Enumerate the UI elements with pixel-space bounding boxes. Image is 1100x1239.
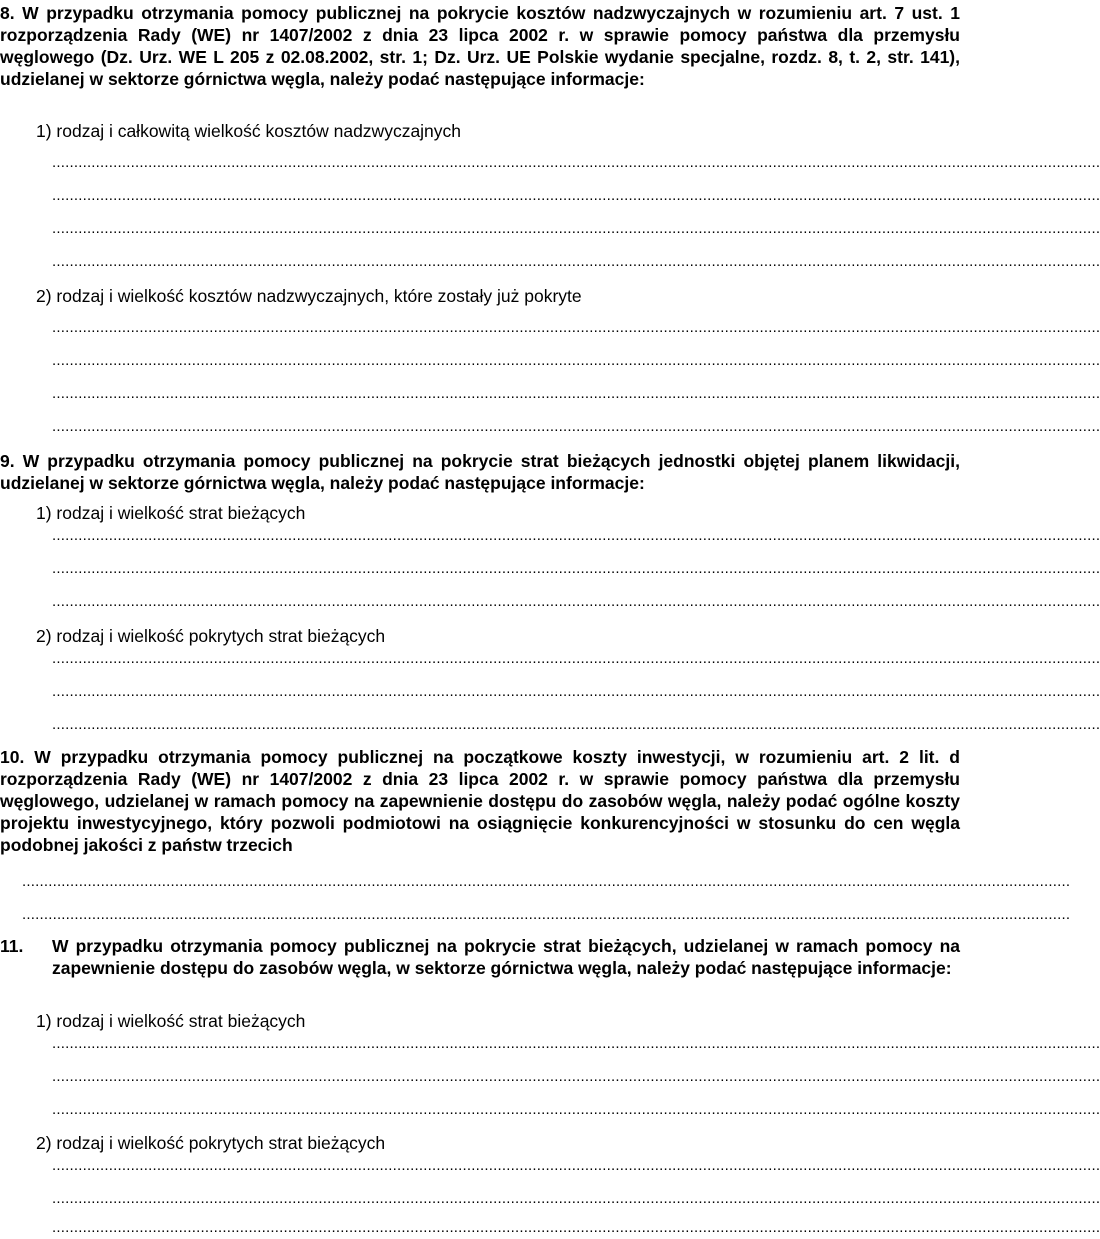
section-10-text: W przypadku otrzymania pomocy publicznej na początkowe koszty inwestycji, w rozumieniu art. 2 lit. d rozporządzenia Rady (WE) nr 1407/2002 z dnia 23 lipca 2002 r. w sprawie pomocy państwa dla przemysłu węglowego, udzielanej w ramach pomocy na zapewnienie dostępu do zasobów węgla, należy podać ogólne koszty projektu inwestycyjnego, który pozwoli podmiotowi na osiągnięcie konkurencyjności w stosunku do cen węgla podobnej jakości z państw trzecich xyxy=(0,747,960,855)
fill-line[interactable]: ................................................................................................................................................................................................................................................ xyxy=(52,1068,1100,1085)
section-8-number: 8. xyxy=(0,3,15,23)
fill-line[interactable]: ................................................................................................................................................................................................................................................ xyxy=(52,650,1100,667)
section-11-item-1: 1) rodzaj i wielkość strat bieżących xyxy=(36,1011,306,1031)
section-8-item-1: 1) rodzaj i całkowitą wielkość kosztów nadzwyczajnych xyxy=(36,121,462,141)
fill-line[interactable]: ................................................................................................................................................................................................................................................ xyxy=(52,253,1100,270)
section-10-number: 10. xyxy=(0,747,25,767)
section-9-number: 9. xyxy=(0,451,15,471)
fill-line[interactable]: ................................................................................................................................................................................................................................................ xyxy=(52,319,1100,336)
fill-line[interactable]: ................................................................................................................................................................................................................................................ xyxy=(52,1035,1100,1052)
fill-line[interactable]: ................................................................................................................................................................................................................................................ xyxy=(52,187,1100,204)
section-11-text: W przypadku otrzymania pomocy publicznej na pokrycie strat bieżących, udzielanej w ramach pomocy na zapewnienie dostępu do zasobów węgla, w sektorze górnictwa węgla, należy podać następujące informacje: xyxy=(52,936,960,978)
fill-line[interactable]: ................................................................................................................................................................................................................................................ xyxy=(52,527,1100,544)
section-9-heading xyxy=(0,450,960,494)
fill-line[interactable]: ................................................................................................................................................................................................................................................ xyxy=(52,1157,1100,1174)
fill-line[interactable]: ................................................................................................................................................................................................................................................ xyxy=(52,593,1100,610)
fill-line[interactable]: ................................................................................................................................................................................................................................................ xyxy=(52,683,1100,700)
fill-line[interactable]: ................................................................................................................................................................................................................................................ xyxy=(52,352,1100,369)
fill-line[interactable]: ................................................................................................................................................................................................................................................ xyxy=(52,220,1100,237)
fill-line[interactable]: ................................................................................................................................................................................................................................................ xyxy=(52,716,1100,733)
section-8-text: W przypadku otrzymania pomocy publicznej na pokrycie kosztów nadzwyczajnych w rozumieniu art. 7 ust. 1 rozporządzenia Rady (WE) nr 1407/2002 z dnia 23 lipca 2002 r. w sprawie pomocy państwa dla przemysłu węglowego (Dz. Urz. WE L 205 z 02.08.2002, str. 1; Dz. Urz. UE Polskie wydanie specjalne, rozdz. 8, t. 2, str. 141), udzielanej w sektorze górnictwa węgla, należy podać następujące informacje: xyxy=(0,3,960,89)
section-9-item-2: 2) rodzaj i wielkość pokrytych strat bieżących xyxy=(36,626,386,646)
fill-line[interactable]: ................................................................................................................................................................................................................................................ xyxy=(52,1219,1100,1236)
fill-line[interactable]: ................................................................................................................................................................................................................................................ xyxy=(52,560,1100,577)
fill-line[interactable]: ................................................................................................................................................................................................................................................ xyxy=(52,1101,1100,1118)
fill-line[interactable]: ................................................................................................................................................................................................................................................ xyxy=(52,418,1100,435)
section-9-item-1: 1) rodzaj i wielkość strat bieżących xyxy=(36,503,306,523)
fill-line[interactable]: ................................................................................................................................................................................................................................................ xyxy=(22,906,1071,923)
section-11-number: 11. xyxy=(0,936,24,956)
section-10-heading xyxy=(0,746,960,856)
fill-line[interactable]: ................................................................................................................................................................................................................................................ xyxy=(52,385,1100,402)
section-9-text: W przypadku otrzymania pomocy publicznej na pokrycie strat bieżących jednostki objętej planem likwidacji, udzielanej w sektorze górnictwa węgla, należy podać następujące informacje: xyxy=(0,451,960,493)
section-8-heading xyxy=(0,2,960,90)
section-8-item-2: 2) rodzaj i wielkość kosztów nadzwyczajnych, które zostały już pokryte xyxy=(36,286,582,306)
section-11-item-2: 2) rodzaj i wielkość pokrytych strat bieżących xyxy=(36,1133,386,1153)
fill-line[interactable]: ................................................................................................................................................................................................................................................ xyxy=(22,873,1071,890)
fill-line[interactable]: ................................................................................................................................................................................................................................................ xyxy=(52,1190,1100,1207)
fill-line[interactable]: ................................................................................................................................................................................................................................................ xyxy=(52,154,1100,171)
